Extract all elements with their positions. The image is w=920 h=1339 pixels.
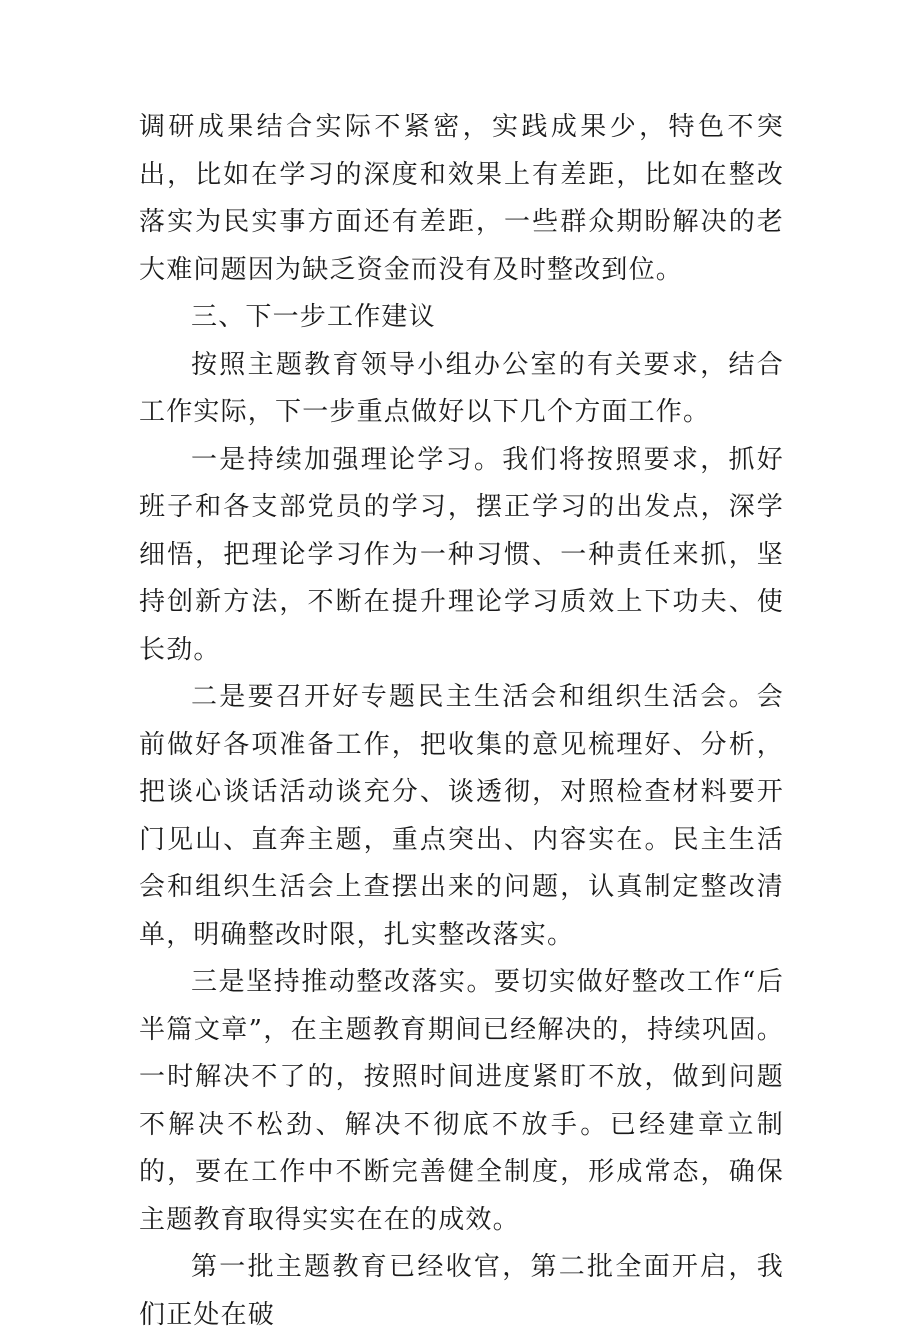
section-heading: 三、下一步工作建议 [191,302,436,332]
paragraph-intro: 按照主题教育领导小组办公室的有关要求，结合工作实际，下一步重点做好以下几个方面工作。 [139,349,784,427]
paragraph-item-1: 一是持续加强理论学习。我们将按照要求，抓好班子和各支部党员的学习，摆正学习的出发点，深学细悟，把理论学习作为一种习惯、一种责任来抓，坚持创新方法，不断在提升理论学习质效上下功夫、使长劲。 [139,444,784,665]
paragraph-item-3: 三是坚持推动整改落实。要切实做好整改工作“后半篇文章”，在主题教育期间已经解决的，持续巩固。一时解决不了的，按照时间进度紧盯不放，做到问题不解决不松劲、解决不彻底不放手。已经建章立制的，要在工作中不断完善健全制度，形成常态，确保主题教育取得实实在在的成效。 [139,967,784,1235]
paragraph-closing: 第一批主题教育已经收官，第二批全面开启，我们正处在破 [139,1252,784,1330]
paragraph-continuation: 调研成果结合实际不紧密，实践成果少，特色不突出，比如在学习的深度和效果上有差距，比如在整改落实为民实事方面还有差距，一些群众期盼解决的老大难问题因为缺乏资金而没有及时整改到位。 [139,112,784,285]
paragraph-item-2: 二是要召开好专题民主生活会和组织生活会。会前做好各项准备工作，把收集的意见梳理好、分析，把谈心谈话活动谈充分、谈透彻，对照检查材料要开门见山、直奔主题，重点突出、内容实在。民主生活会和组织生活会上查摆出来的问题，认真制定整改清单，明确整改时限，扎实整改落实。 [139,682,784,950]
document-page [139,104,784,1339]
